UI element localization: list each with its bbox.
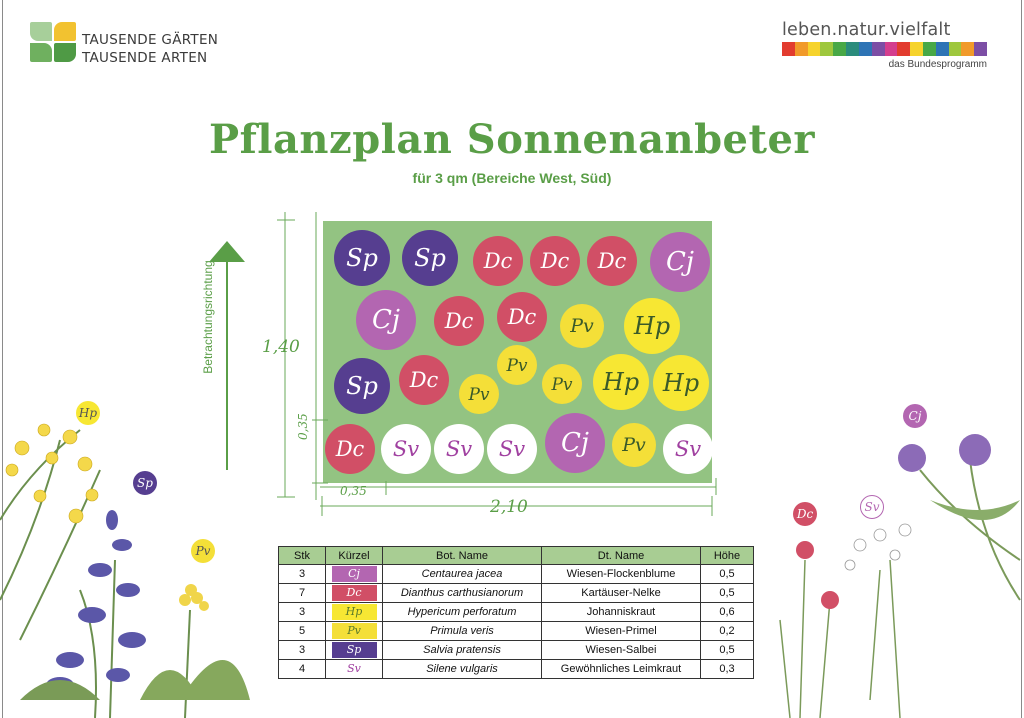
- illustration-label-pv: Pv: [191, 539, 215, 563]
- dimension-cell-height: 0,35: [296, 413, 310, 440]
- cell-german-name: Wiesen-Flockenblume: [542, 565, 701, 584]
- header-botanical-name: Bot. Name: [383, 547, 542, 565]
- cell-botanical-name: Salvia pratensis: [383, 641, 542, 660]
- primula-illustration: [140, 584, 250, 718]
- cell-count: 3: [279, 565, 326, 584]
- plant-code-label: Pv: [622, 434, 646, 456]
- dianthus-illustration: [780, 541, 839, 718]
- cell-german-name: Johanniskraut: [542, 603, 701, 622]
- logo-line-2: TAUSENDE ARTEN: [82, 50, 208, 66]
- salvia-illustration: [20, 510, 146, 718]
- header-height: Höhe: [701, 547, 754, 565]
- code-chip: Cj: [332, 566, 377, 582]
- cell-count: 5: [279, 622, 326, 641]
- code-chip: Pv: [332, 623, 377, 639]
- plant-code-label: Dc: [597, 249, 627, 273]
- illustration-label-cj: Cj: [903, 404, 927, 428]
- brand-subtitle: das Bundesprogramm: [888, 59, 987, 70]
- plant-code-label: Dc: [444, 309, 474, 333]
- cell-german-name: Kartäuser-Nelke: [542, 584, 701, 603]
- cell-german-name: Wiesen-Salbei: [542, 641, 701, 660]
- plant-code-label: Sp: [346, 372, 378, 400]
- plant-code-label: Sv: [674, 437, 702, 461]
- cell-botanical-name: Primula veris: [383, 622, 542, 641]
- plant-code-label: Dc: [409, 368, 439, 392]
- cell-german-name: Gewöhnliches Leimkraut: [542, 660, 701, 679]
- cell-height: 0,3: [701, 660, 754, 679]
- plant-code-label: Cj: [561, 428, 589, 458]
- brand-title: leben.natur.vielfalt: [782, 20, 951, 40]
- logo-line-1: TAUSENDE GÄRTEN: [82, 32, 219, 48]
- cell-height: 0,5: [701, 584, 754, 603]
- silene-illustration: [845, 524, 911, 718]
- dimension-cell-width: 0,35: [340, 484, 367, 498]
- code-chip: Hp: [332, 604, 377, 620]
- plant-code-label: Cj: [372, 305, 400, 335]
- code-chip: Dc: [332, 585, 377, 601]
- illustration-label-hp: Hp: [76, 401, 100, 425]
- plant-code-label: Sp: [414, 244, 446, 272]
- plant-code-label: Cj: [666, 247, 694, 277]
- plant-code-label: Dc: [540, 249, 570, 273]
- header-german-name: Dt. Name: [542, 547, 701, 565]
- plant-code-label: Dc: [483, 249, 513, 273]
- plant-code-label: Sv: [445, 437, 473, 461]
- plant-code-label: Pv: [468, 385, 490, 405]
- dimension-width: 2,10: [490, 497, 528, 517]
- cell-height: 0,5: [701, 565, 754, 584]
- header-count: Stk: [279, 547, 326, 565]
- plant-code-label: Hp: [633, 312, 671, 340]
- cell-count: 7: [279, 584, 326, 603]
- plant-code-label: Sv: [392, 437, 420, 461]
- cell-count: 3: [279, 603, 326, 622]
- cell-botanical-name: Dianthus carthusianorum: [383, 584, 542, 603]
- cell-height: 0,5: [701, 641, 754, 660]
- plant-code-label: Pv: [570, 315, 594, 337]
- illustration-label-sp: Sp: [133, 471, 157, 495]
- cell-botanical-name: Centaurea jacea: [383, 565, 542, 584]
- cell-count: 3: [279, 641, 326, 660]
- plant-code-label: Sp: [346, 244, 378, 272]
- illustration-label-dc: Dc: [793, 502, 817, 526]
- plant-code-label: Sv: [498, 437, 526, 461]
- cell-height: 0,6: [701, 603, 754, 622]
- plant-code-label: Pv: [506, 356, 528, 376]
- cell-botanical-name: Silene vulgaris: [383, 660, 542, 679]
- page-title: Pflanzplan Sonnenanbeter: [209, 116, 815, 163]
- cell-height: 0,2: [701, 622, 754, 641]
- dimension-height: 1,40: [262, 337, 300, 357]
- plant-code-label: Dc: [335, 437, 365, 461]
- centaurea-illustration: [898, 434, 1020, 600]
- code-chip: Sv: [332, 661, 377, 677]
- code-chip: Sp: [332, 642, 377, 658]
- plant-code-label: Hp: [602, 368, 640, 396]
- illustration-label-sv: Sv: [860, 495, 884, 519]
- plant-code-label: Hp: [662, 369, 700, 397]
- cell-botanical-name: Hypericum perforatum: [383, 603, 542, 622]
- cell-german-name: Wiesen-Primel: [542, 622, 701, 641]
- header-code: Kürzel: [326, 547, 383, 565]
- page-subtitle: für 3 qm (Bereiche West, Süd): [412, 170, 612, 186]
- plant-code-label: Dc: [507, 305, 537, 329]
- plant-code-label: Pv: [551, 375, 573, 395]
- cell-count: 4: [279, 660, 326, 679]
- viewing-direction-label: Betrachtungsrichtung: [201, 260, 215, 374]
